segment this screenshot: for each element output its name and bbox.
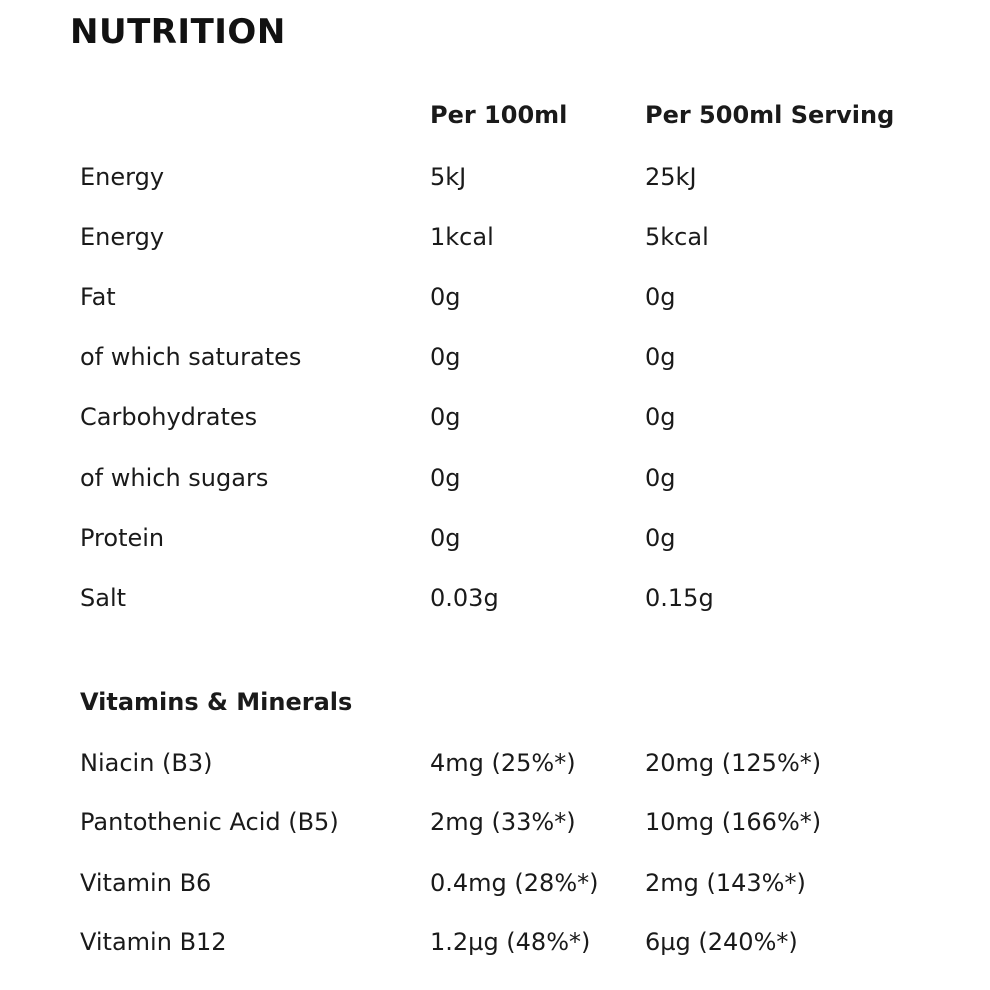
vitamin-per-serving: 2mg (143%*) [645,869,806,897]
vitamin-name: Niacin (B3) [80,749,213,777]
table-row [0,922,990,962]
nutrient-per-serving: 25kJ [645,163,697,191]
vitamin-per-100ml: 1.2µg (48%*) [430,928,591,956]
nutrient-per-100ml: 5kJ [430,163,467,191]
nutrient-per-serving: 0g [645,283,676,311]
nutrient-name: Energy [80,223,165,251]
nutrient-per-100ml: 0g [430,524,461,552]
vitamin-name: Pantothenic Acid (B5) [80,808,339,836]
nutrient-name: of which saturates [80,343,302,371]
nutrient-per-serving: 0g [645,464,676,492]
table-row [0,157,990,197]
vitamin-name: Vitamin B12 [80,928,227,956]
nutrient-name: of which sugars [80,464,269,492]
table-row [0,518,990,558]
nutrient-name: Energy [80,163,165,191]
table-row [0,863,990,903]
nutrient-per-100ml: 0.03g [430,584,499,612]
vitamin-per-100ml: 0.4mg (28%*) [430,869,599,897]
vitamin-per-serving: 20mg (125%*) [645,749,822,777]
column-header-per-serving: Per 500ml Serving [645,101,895,129]
nutrient-name: Carbohydrates [80,403,258,431]
nutrient-per-100ml: 0g [430,464,461,492]
table-row [0,217,990,257]
vitamin-per-serving: 10mg (166%*) [645,808,822,836]
nutrient-per-100ml: 0g [430,283,461,311]
section-heading-row [0,682,990,722]
table-row [0,277,990,317]
vitamins-heading: Vitamins & Minerals [80,688,353,716]
vitamin-name: Vitamin B6 [80,869,212,897]
vitamin-per-serving: 6µg (240%*) [645,928,798,956]
table-row [0,337,990,377]
nutrient-per-100ml: 1kcal [430,223,494,251]
nutrient-per-serving: 0g [645,343,676,371]
column-header-per-100ml: Per 100ml [430,101,568,129]
table-header-row [0,95,990,135]
nutrient-per-serving: 0g [645,524,676,552]
nutrient-per-serving: 0.15g [645,584,714,612]
nutrient-name: Protein [80,524,165,552]
nutrient-name: Fat [80,283,116,311]
table-row [0,743,990,783]
table-row [0,458,990,498]
table-row [0,802,990,842]
page-title: NUTRITION [70,12,286,52]
nutrient-per-100ml: 0g [430,403,461,431]
table-row [0,397,990,437]
nutrient-name: Salt [80,584,127,612]
nutrient-per-serving: 0g [645,403,676,431]
vitamin-per-100ml: 2mg (33%*) [430,808,576,836]
nutrient-per-100ml: 0g [430,343,461,371]
nutrient-per-serving: 5kcal [645,223,709,251]
vitamin-per-100ml: 4mg (25%*) [430,749,576,777]
table-row [0,578,990,618]
